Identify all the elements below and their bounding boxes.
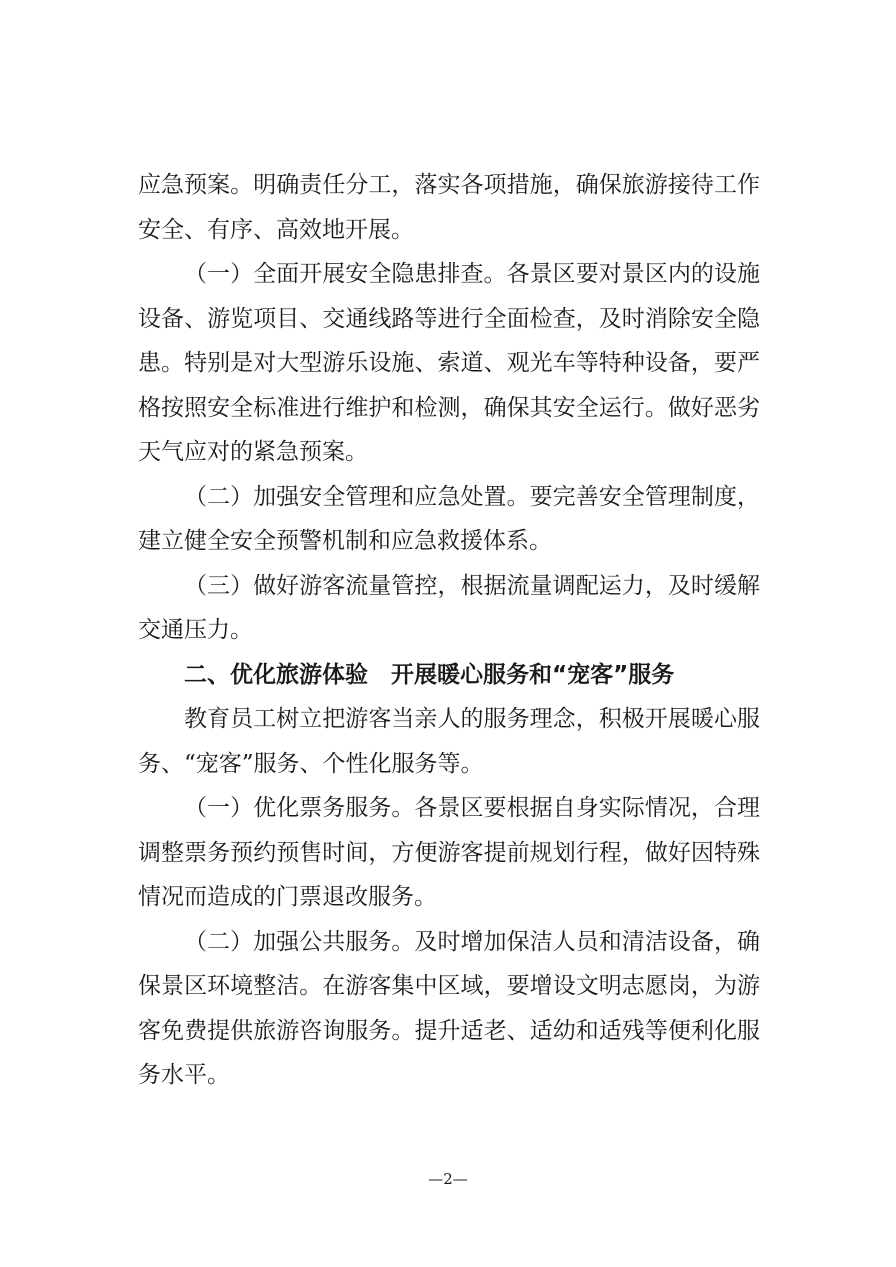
page-number: —2— [428, 1170, 468, 1188]
section-heading-part2: 开展暖心服务和“宠客”服务 [391, 661, 675, 688]
paragraph-service-concept: 教育员工树立把游客当亲人的服务理念，积极开展暖心服务、“宠客”服务、个性化服务等。 [138, 706, 760, 777]
section-heading [138, 653, 760, 698]
paragraph-public-service: （二）加强公共服务。及时增加保洁人员和清洁设备，确保景区环境整洁。在游客集中区域，要增设文明志愿岗，为游客免费提供旅游咨询服务。提升适老、适幼和适残等便利化服务水平。 [138, 928, 760, 1088]
paragraph-safety-inspection: （一）全面开展安全隐患排查。各景区要对景区内的设施设备、游览项目、交通线路等进行全面检查，及时消除安全隐患。特别是对大型游乐设施、索道、观光车等特种设备，要严格按照安全标准进行维护和检测，确保其安全运行。做好恶劣天气应对的紧急预案。 [138, 261, 760, 465]
paragraph-continuation: 应急预案。明确责任分工，落实各项措施，确保旅游接待工作安全、有序、高效地开展。 [138, 172, 760, 243]
paragraph-traffic-control: （三）做好游客流量管控，根据流量调配运力，及时缓解交通压力。 [138, 572, 760, 643]
section-heading-part1: 二、优化旅游体验 [184, 661, 368, 688]
document-body [138, 163, 760, 1098]
paragraph-safety-management: （二）加强安全管理和应急处置。要完善安全管理制度，建立健全安全预警机制和应急救援体系。 [138, 483, 760, 554]
paragraph-ticket-service: （一）优化票务服务。各景区要根据自身实际情况，合理调整票务预约预售时间，方便游客提前规划行程，做好因特殊情况而造成的门票退改服务。 [138, 795, 760, 910]
